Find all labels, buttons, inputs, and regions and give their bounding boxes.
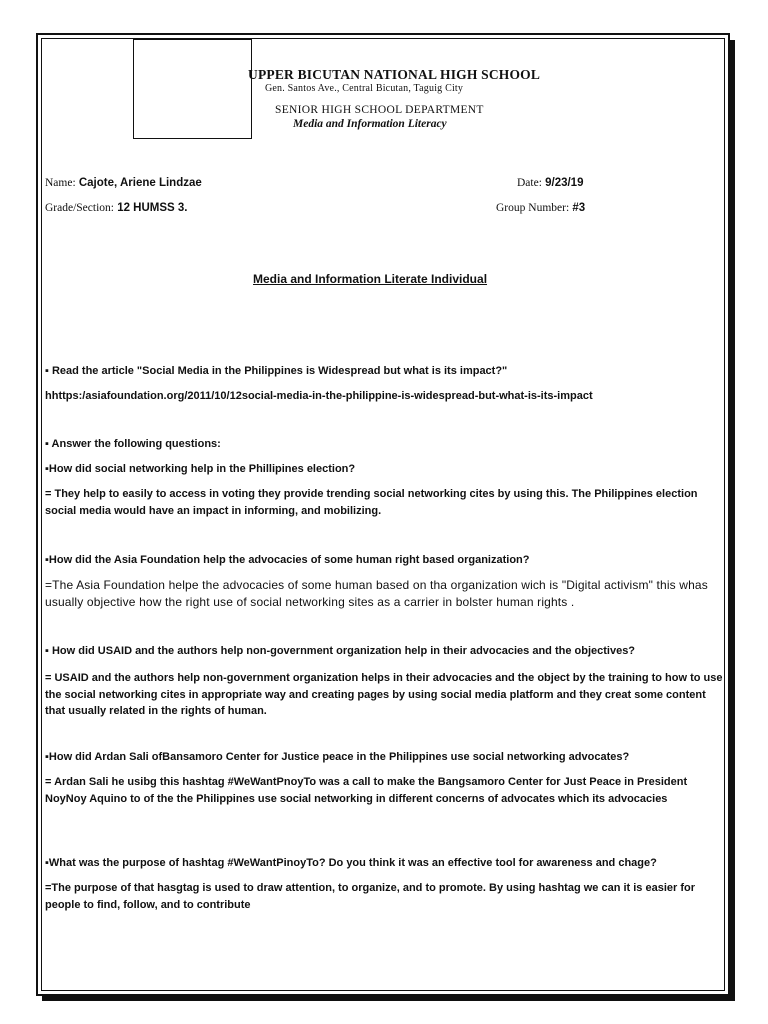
name-value: Cajote, Ariene Lindzae xyxy=(78,177,202,189)
date-label: Date: xyxy=(517,177,542,189)
answer-5: =The purpose of that hasgtag is used to draw attention, to organize, and to promote. By using hashtag we can it is easier for people to find, follow, and to contribute xyxy=(45,882,696,911)
department: SENIOR HIGH SCHOOL DEPARTMENT xyxy=(275,104,484,116)
school-name: UPPER BICUTAN NATIONAL HIGH SCHOOL xyxy=(248,67,541,82)
school-address: Gen. Santos Ave., Central Bicutan, Taguig City xyxy=(265,83,464,94)
group-value: #3 xyxy=(572,202,586,214)
group-field xyxy=(496,202,585,214)
read-instruction: ▪ Read the article "Social Media in the Philippines is Widespread but what is its impact?" xyxy=(45,365,508,377)
grade-label: Grade/Section: xyxy=(45,202,114,214)
question-4: ▪How did Ardan Sali ofBansamoro Center for Justice peace in the Philippines use social networking advocates? xyxy=(45,751,630,763)
grade-value: 12 HUMSS 3. xyxy=(117,202,188,214)
answer-2: =The Asia Foundation helpe the advocacies of some human based on tha organization wich is "Digital activism" this whas usually objective how the right use of social networking sites as a carrier in bolster human rights . xyxy=(45,578,708,609)
answer-1: = They help to easily to access in voting they provide trending social networking cites by using this. The Philippines election social media would have an impact in informing, and mobilizing. xyxy=(45,488,698,517)
answer-3: = USAID and the authors help non-government organization helps in their advocacies and the object by the training to how to use the social networking cites in appropriate way and creating pages by using social media platform and they creat some content that usually related in the rights of human. xyxy=(45,672,723,717)
logo-placeholder xyxy=(133,39,252,139)
group-label: Group Number: xyxy=(496,202,570,214)
article-url: hhttps:/asiafoundation.org/2011/10/12social-media-in-the-philippine-is-widespread-but-what-is-its-impact xyxy=(45,390,593,402)
date-field xyxy=(517,177,583,189)
name-label: Name: xyxy=(45,177,76,189)
answer-4: = Ardan Sali he usibg this hashtag #WeWantPnoyTo was a call to make the Bangsamoro Center for Just Peace in President NoyNoy Aquino to of the the Philippines use social networking in different concerns of advocates which its advocacies xyxy=(45,776,688,805)
document-title: Media and Information Literate Individual xyxy=(253,272,488,286)
question-5: ▪What was the purpose of hashtag #WeWantPinoyTo? Do you think it was an effective tool for awareness and chage? xyxy=(45,857,657,869)
page-border-shadow-right xyxy=(730,40,735,1000)
question-1: ▪How did social networking help in the Phillipines election? xyxy=(45,463,356,475)
subject: Media and Information Literacy xyxy=(293,118,447,130)
name-field xyxy=(45,177,202,189)
grade-field xyxy=(45,202,188,214)
question-2: ▪How did the Asia Foundation help the advocacies of some human right based organization? xyxy=(45,554,530,566)
page-border-shadow-bottom xyxy=(42,996,735,1001)
date-value: 9/23/19 xyxy=(545,177,584,189)
question-3: ▪ How did USAID and the authors help non-government organization help in their advocacies and the objectives? xyxy=(45,645,636,657)
answer-instruction: ▪ Answer the following questions: xyxy=(45,438,221,450)
